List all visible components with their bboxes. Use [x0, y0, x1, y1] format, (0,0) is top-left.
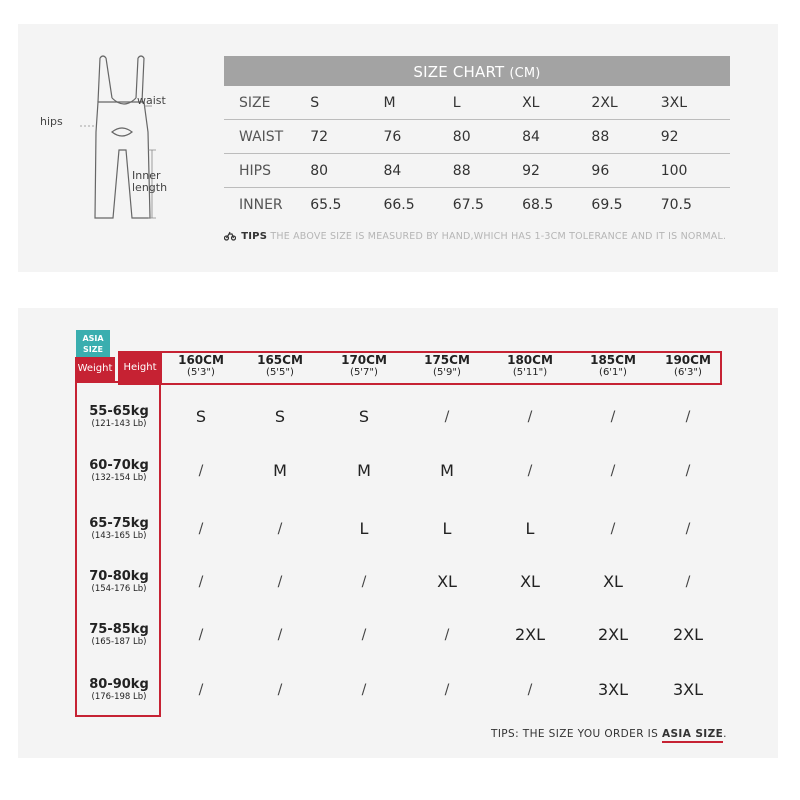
inner-length-label — [132, 170, 167, 194]
size-chart-title — [224, 56, 730, 86]
size-recommendation-cell: / — [610, 409, 616, 425]
tips-tag: TIPS — [241, 231, 268, 242]
size-recommendation-cell: M — [357, 461, 371, 480]
weight-lb: (121-143 Lb) — [91, 419, 147, 429]
size-chart-row — [224, 86, 730, 120]
height-ft: (5'11") — [512, 367, 548, 378]
size-chart-cell: 68.5 — [522, 196, 554, 213]
size-recommendation-cell: / — [685, 463, 691, 479]
size-chart-cell: 66.5 — [383, 196, 415, 213]
size-chart-cell: 3XL — [660, 94, 688, 111]
size-recommendation-cell: / — [198, 682, 204, 698]
size-recommendation-cell: L — [442, 519, 452, 538]
size-recommendation-cell: / — [198, 574, 204, 590]
size-recommendation-cell: 3XL — [672, 680, 704, 699]
size-recommendation-cell: / — [444, 682, 450, 698]
size-recommendation-cell: M — [273, 461, 287, 480]
size-chart-row-label: HIPS — [239, 162, 271, 179]
size-chart-cell: L — [452, 94, 461, 111]
height-ft: (5'9") — [433, 367, 461, 378]
asia-badge-line2: SIZE — [82, 345, 103, 354]
weight-row-header — [78, 569, 160, 594]
size-recommendation-cell: / — [277, 627, 283, 643]
height-ft: (5'5") — [266, 367, 294, 378]
weight-kg: 80-90kg — [89, 677, 149, 692]
height-cm: 170CM — [341, 353, 387, 367]
weight-kg: 70-80kg — [89, 569, 149, 584]
size-chart-cell: 69.5 — [591, 196, 623, 213]
size-recommendation-cell: L — [525, 519, 535, 538]
size-chart-cell: 92 — [522, 162, 540, 179]
weight-row-header — [78, 622, 160, 647]
size-chart-row — [224, 188, 730, 221]
asia-badge-line1: ASIA — [82, 334, 104, 343]
size-chart-cell: 84 — [522, 128, 540, 145]
size-chart-cell: 84 — [383, 162, 402, 179]
size-chart-cell: 65.5 — [310, 196, 342, 213]
hips-label: hips — [40, 115, 63, 128]
size-recommendation-cell: 2XL — [514, 625, 546, 644]
size-recommendation-cell: 2XL — [597, 625, 629, 644]
size-recommendation-cell: / — [361, 574, 367, 590]
height-ft: (5'7") — [350, 367, 378, 378]
size-chart-cell: 67.5 — [452, 196, 484, 213]
size-recommendation-cell: / — [685, 521, 691, 537]
size-recommendation-cell: / — [361, 627, 367, 643]
size-recommendation-cell: / — [198, 463, 204, 479]
weight-lb: (165-187 Lb) — [91, 637, 147, 647]
weight-row-header — [78, 404, 160, 429]
size-recommendation-cell: / — [610, 521, 616, 537]
weight-kg: 60-70kg — [89, 458, 149, 473]
size-recommendation-cell: / — [444, 627, 450, 643]
size-chart-title-text: SIZE CHART — [413, 63, 505, 81]
waist-label: waist — [137, 94, 166, 107]
height-header: Height — [118, 351, 162, 385]
size-recommendation-cell: / — [685, 574, 691, 590]
size-chart-table — [224, 56, 730, 221]
size-chart-cell: 2XL — [591, 94, 618, 111]
size-recommendation-cell: XL — [437, 572, 457, 591]
height-column-header — [166, 354, 236, 379]
size-recommendation-cell: M — [440, 461, 454, 480]
height-column-header — [495, 354, 565, 379]
bib-tights-outline — [40, 40, 190, 230]
weight-row-header — [78, 516, 160, 541]
weight-header: Weight — [75, 357, 115, 381]
size-chart-rows — [224, 86, 730, 221]
weight-column-frame — [75, 381, 161, 717]
size-recommendation-cell: / — [277, 574, 283, 590]
size-chart-cell: S — [310, 94, 320, 111]
size-recommendation-cell: / — [527, 463, 533, 479]
size-recommendation-cell: S — [195, 407, 207, 426]
size-recommendation-cell: / — [685, 409, 691, 425]
size-recommendation-cell: 2XL — [672, 625, 704, 644]
size-chart-row-label: INNER — [239, 196, 283, 213]
asia-size-tip — [491, 728, 727, 740]
height-column-header — [245, 354, 315, 379]
size-chart-cell: 88 — [452, 162, 471, 179]
size-chart-cell: 70.5 — [660, 196, 692, 213]
size-recommendation-cell: / — [277, 521, 283, 537]
size-recommendation-cell: / — [527, 409, 533, 425]
weight-row-header — [78, 677, 160, 702]
weight-kg: 55-65kg — [89, 404, 149, 419]
asia-tip-highlight: ASIA SIZE — [662, 728, 723, 743]
weight-lb: (154-176 Lb) — [91, 584, 147, 594]
bicycle-icon — [224, 231, 236, 244]
size-chart-row-label: WAIST — [239, 128, 284, 145]
height-cm: 165CM — [257, 353, 303, 367]
size-chart-cell: M — [383, 94, 396, 111]
size-recommendation-cell: / — [527, 682, 533, 698]
height-column-header — [412, 354, 482, 379]
asia-size-badge — [76, 330, 110, 357]
height-column-header — [578, 354, 648, 379]
height-ft: (6'3") — [674, 367, 702, 378]
size-recommendation-cell: L — [359, 519, 369, 538]
size-chart-cell: 96 — [591, 162, 610, 179]
weight-lb: (143-165 Lb) — [91, 531, 147, 541]
size-recommendation-cell: / — [198, 627, 204, 643]
bib-tights-diagram — [40, 40, 190, 230]
weight-kg: 65-75kg — [89, 516, 149, 531]
size-chart-cell: 80 — [452, 128, 471, 145]
size-recommendation-cell: / — [361, 682, 367, 698]
size-recommendation-cell: / — [444, 409, 450, 425]
size-chart-cell: XL — [522, 94, 540, 111]
weight-lb: (132-154 Lb) — [91, 473, 147, 483]
size-chart-cell: 100 — [660, 162, 688, 179]
weight-kg: 75-85kg — [89, 622, 149, 637]
measurement-tip — [224, 231, 726, 244]
height-ft: (5'3") — [187, 367, 215, 378]
size-recommendation-cell: S — [274, 407, 286, 426]
size-chart-cell: 76 — [383, 128, 402, 145]
inner-label-line2: length — [132, 181, 168, 194]
height-cm: 190CM — [665, 353, 711, 367]
height-cm: 180CM — [507, 353, 553, 367]
size-chart-row — [224, 154, 730, 188]
size-recommendation-cell: 3XL — [597, 680, 629, 699]
size-chart-unit: (CM) — [509, 66, 541, 81]
size-recommendation-cell: XL — [520, 572, 540, 591]
height-cm: 185CM — [590, 353, 636, 367]
size-recommendation-cell: / — [610, 463, 616, 479]
height-ft: (6'1") — [599, 367, 627, 378]
height-cm: 175CM — [424, 353, 470, 367]
asia-tip-prefix: TIPS: THE SIZE YOU ORDER IS — [491, 728, 662, 740]
height-column-header — [653, 354, 723, 379]
size-chart-row — [224, 120, 730, 154]
asia-tip-suffix: . — [723, 728, 727, 740]
size-recommendation-cell: XL — [603, 572, 623, 591]
height-cm: 160CM — [178, 353, 224, 367]
size-chart-cell: 92 — [660, 128, 679, 145]
weight-row-header — [78, 458, 160, 483]
size-recommendation-cell: / — [198, 521, 204, 537]
size-chart-cell: 72 — [310, 128, 329, 145]
tips-text: THE ABOVE SIZE IS MEASURED BY HAND,WHICH HAS 1-3CM TOLERANCE AND IT IS NORMAL. — [270, 231, 727, 242]
size-chart-cell: 80 — [310, 162, 329, 179]
size-chart-cell: 88 — [591, 128, 610, 145]
size-recommendation-cell: / — [277, 682, 283, 698]
inner-label-line1: Inner — [132, 169, 161, 182]
size-recommendation-cell: S — [358, 407, 370, 426]
weight-lb: (176-198 Lb) — [91, 692, 147, 702]
height-column-header — [329, 354, 399, 379]
size-chart-row-label: SIZE — [239, 94, 271, 111]
